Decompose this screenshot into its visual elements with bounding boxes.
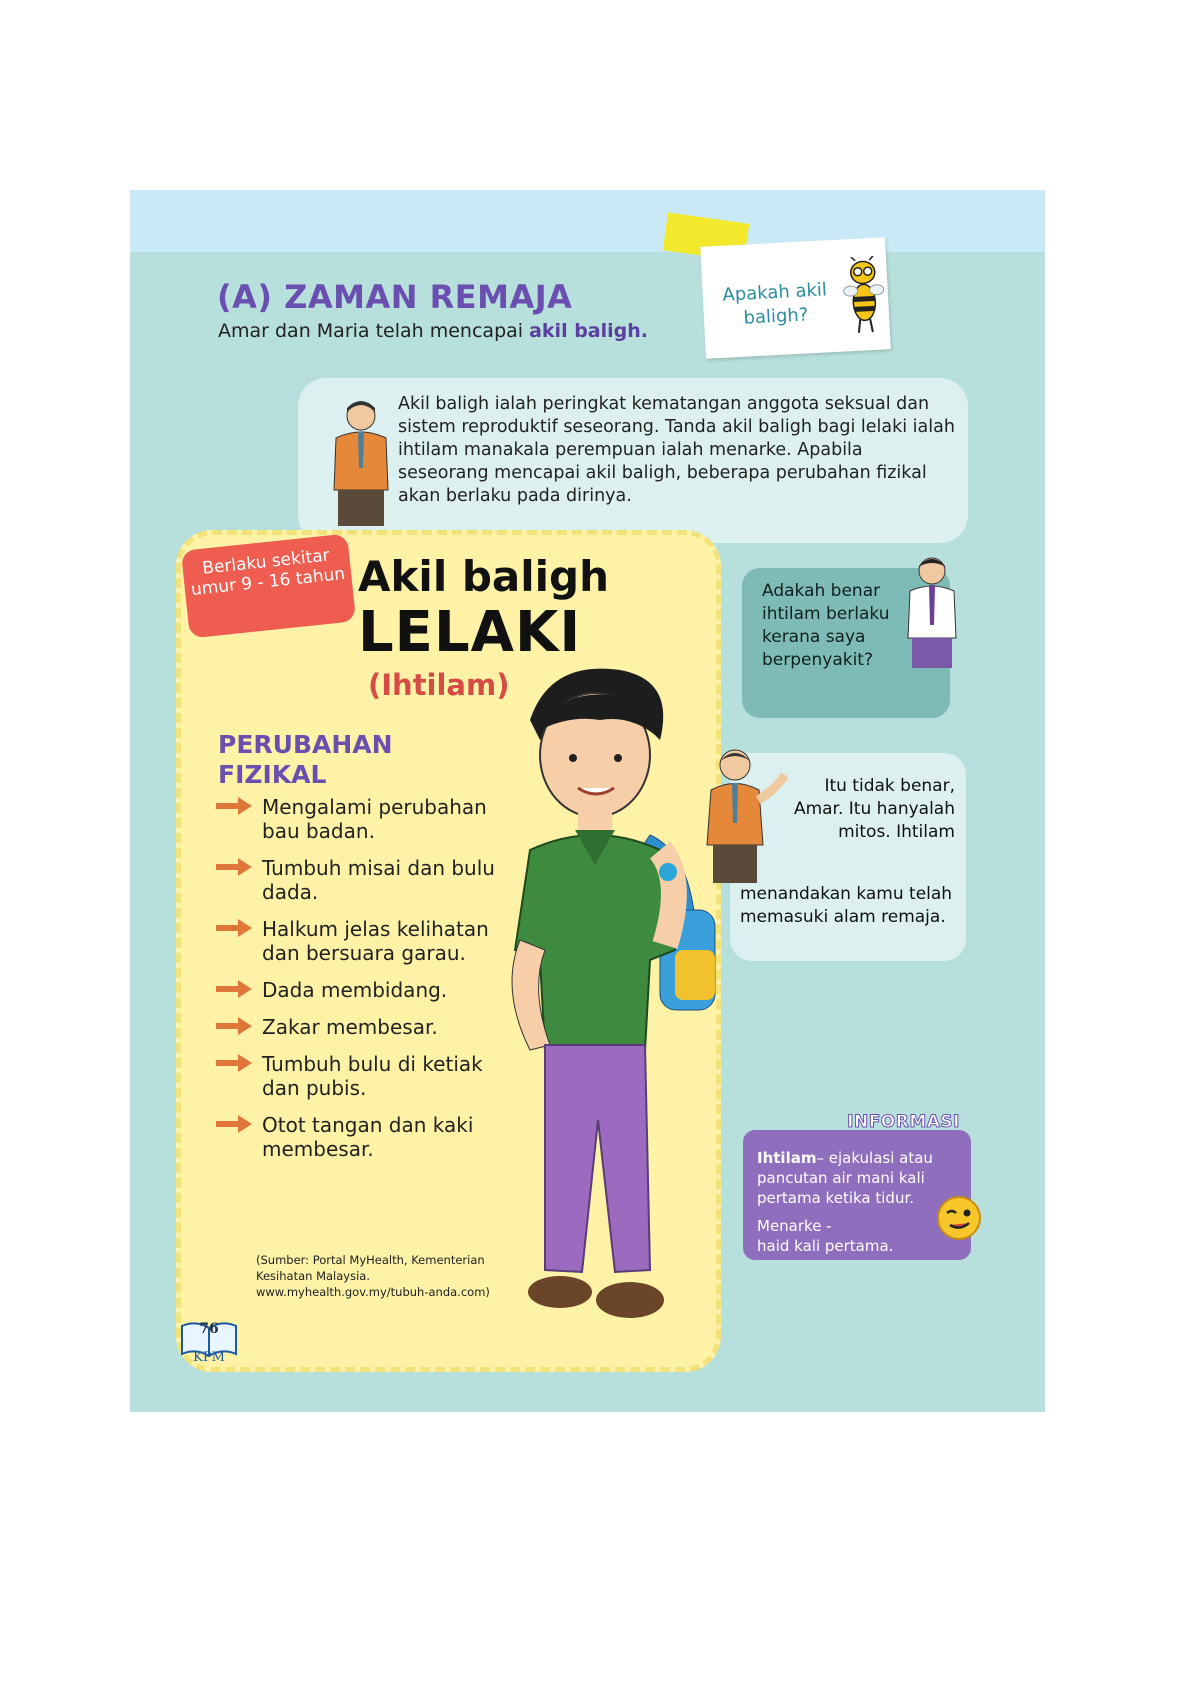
panel-heading-lelaki: LELAKI xyxy=(358,600,582,665)
change-text: Dada membidang. xyxy=(262,978,448,1002)
teacher-icon xyxy=(330,398,392,526)
changes-title: PERUBAHAN FIZIKAL xyxy=(218,730,393,789)
info-definition-menarke xyxy=(757,1216,957,1256)
intro-speech-bubble xyxy=(298,378,968,543)
boy-illustration-icon xyxy=(460,660,730,1380)
info-def-text: haid kali pertama. xyxy=(757,1237,894,1255)
intro-text: Akil baligh ialah peringkat kematangan anggota seksual dan sistem reproduktif seseorang. Tanda akil baligh bagi lelaki ialah ihtilam manakala perempuan ialah menarke. Apabila seseorang mencapai akil baligh, beberapa perubahan fizikal akan berlaku pada dirinya. xyxy=(398,394,955,506)
arrow-right-icon xyxy=(216,1115,252,1133)
page-number: 76 xyxy=(199,1321,219,1337)
teacher-icon xyxy=(703,745,789,883)
question-text: Adakah benar ihtilam berlaku kerana saya berpenyakit? xyxy=(762,581,890,670)
arrow-right-icon xyxy=(216,1054,252,1072)
panel-heading-akil: Akil baligh xyxy=(358,552,610,601)
info-term: Menarke - xyxy=(757,1217,832,1235)
info-definition-ihtilam xyxy=(757,1148,962,1208)
answer-speech-bubble xyxy=(730,753,966,961)
source-citation: (Sumber: Portal MyHealth, Kementerian Kesihatan Malaysia. www.myhealth.gov.my/tubuh-anda.com) xyxy=(256,1253,490,1299)
winking-emoji-icon xyxy=(936,1195,982,1241)
info-title: INFORMASI xyxy=(847,1112,960,1132)
textbook-page xyxy=(130,190,1045,1412)
note-question: Apakah akil baligh? xyxy=(721,279,828,329)
list-item xyxy=(216,1052,496,1100)
panel-heading-ihtilam: (Ihtilam) xyxy=(368,668,510,702)
answer-text-top: Itu tidak benar, Amar. Itu hanyalah mitos. Ihtilam xyxy=(793,776,955,842)
change-text: Otot tangan dan kaki membesar. xyxy=(262,1113,474,1161)
list-item xyxy=(216,917,496,965)
age-badge: Berlaku sekitar umur 9 - 16 tahun xyxy=(181,534,356,639)
top-band xyxy=(130,190,1045,252)
info-def-text: – ejakulasi atau pancutan air mani kali pertama ketika tidur. xyxy=(757,1149,933,1207)
list-item xyxy=(216,1015,496,1039)
arrow-right-icon xyxy=(216,1017,252,1035)
list-item xyxy=(216,795,496,843)
list-item xyxy=(216,978,496,1002)
arrow-right-icon xyxy=(216,980,252,998)
arrow-right-icon xyxy=(216,858,252,876)
change-text: Halkum jelas kelihatan dan bersuara garau. xyxy=(262,917,489,965)
change-text: Tumbuh bulu di ketiak dan pubis. xyxy=(262,1052,483,1100)
change-text: Tumbuh misai dan bulu dada. xyxy=(262,856,495,904)
kpm-logo-text: KPM xyxy=(193,1350,225,1365)
section-title: (A) ZAMAN REMAJA xyxy=(217,278,573,316)
subtitle-bold: akil baligh. xyxy=(529,320,648,342)
arrow-right-icon xyxy=(216,919,252,937)
info-term: Ihtilam xyxy=(757,1149,817,1167)
change-text: Mengalami perubahan bau badan. xyxy=(262,795,487,843)
subtitle-text: Amar dan Maria telah mencapai xyxy=(218,320,530,342)
list-item xyxy=(216,1113,496,1161)
bee-mascot-icon xyxy=(841,255,887,335)
question-note xyxy=(700,237,891,359)
changes-list xyxy=(216,795,496,1174)
question-speech-bubble xyxy=(742,568,950,718)
changes-heading xyxy=(218,730,418,790)
student-icon xyxy=(902,553,960,668)
list-item xyxy=(216,856,496,904)
change-text: Zakar membesar. xyxy=(262,1015,438,1039)
section-subtitle xyxy=(218,320,648,342)
arrow-right-icon xyxy=(216,797,252,815)
answer-text-bottom: menandakan kamu telah memasuki alam remaja. xyxy=(740,884,953,927)
